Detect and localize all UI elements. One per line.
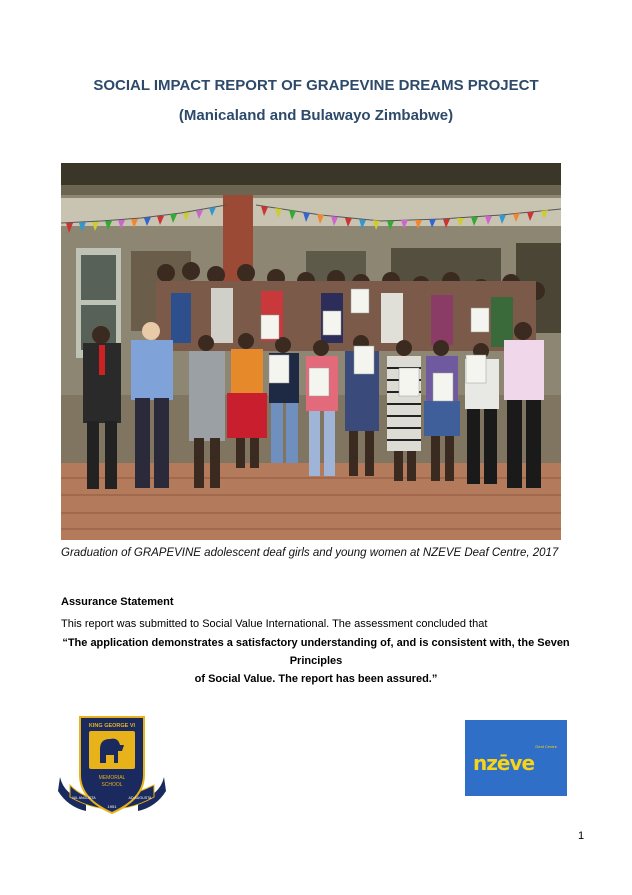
assurance-quote-line-2: of Social Value. The report has been assured.” [194, 673, 438, 685]
assurance-quote-line-1: “The application demonstrates a satisfactory understanding of, and is consistent with, the Seven Principles [62, 637, 570, 667]
assurance-heading: Assurance Statement [61, 596, 174, 608]
crest-year: 1951 [107, 804, 117, 809]
crest-bottom-text-1: MEMORIAL [98, 775, 126, 781]
photo-caption: Graduation of GRAPEVINE adolescent deaf girls and young women at NZEVE Deaf Centre, 2017 [61, 547, 559, 559]
nzeve-logo [465, 720, 567, 796]
nzeve-small-text: Deaf Centre [535, 744, 557, 749]
school-crest-logo [56, 715, 168, 821]
crest-banner-left: NIL ANGUSTA [72, 796, 96, 800]
document-title: SOCIAL IMPACT REPORT OF GRAPEVINE DREAMS PROJECT [93, 77, 539, 94]
assurance-quote [40, 634, 592, 688]
crest-banner-right: AD AUGUSTA [128, 796, 152, 800]
crest-bottom-text-2: SCHOOL [101, 782, 123, 788]
graduation-photo [61, 163, 561, 540]
page-number: 1 [578, 830, 585, 842]
crest-top-text: KING GEORGE VI [88, 723, 136, 729]
nzeve-word: nzēve [473, 751, 535, 775]
document-subtitle: (Manicaland and Bulawayo Zimbabwe) [178, 107, 454, 124]
assurance-text: This report was submitted to Social Value International. The assessment concluded that [61, 618, 488, 630]
